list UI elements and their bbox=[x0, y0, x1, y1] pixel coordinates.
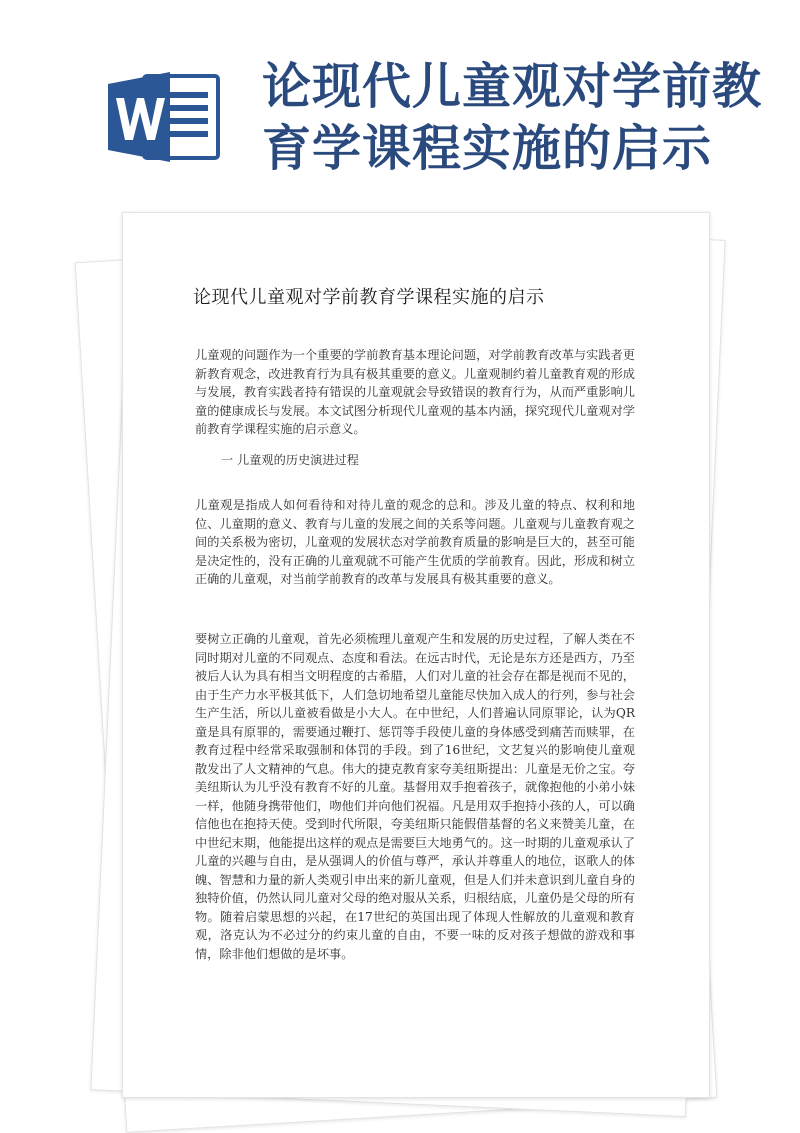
body-paragraph-2: 要树立正确的儿童观，首先必须梳理儿童观产生和发展的历史过程，了解人类在不同时期对儿童的不同观点、态度和看法。在远古时代，无论是东方还是西方，乃至被后人认为具有相当文明程度的古希腊，人们对儿童的社会存在都是视而不见的，由于生产力水平极其低下，人们急切地希望儿童能尽快加入成人的行列，参与社会生产生活，所以儿童被看做是小大人。在中世纪，人们普遍认同原罪论，认为QR童是具有原罪的，需要通过鞭打、惩罚等手段使儿童的身体感受到痛苦而赎罪，在教育过程中经常采取强制和体罚的手段。到了16世纪，文艺复兴的影响使儿童观散发出了人文精神的气息。伟大的捷克教育家夸美纽斯提出：儿童是无价之宝。夸美纽斯认为儿乎没有教育不好的儿童。基督用双手抱着孩子，就像抱他的小弟小妹一样，他随身携带他们，吻他们并向他们祝福。凡是用双手抱持小孩的人，可以确信他也在抱持天使。受到时代所限，夸美纽斯只能假借基督的名义来赞美儿童，在中世纪末期，他能提出这样的观点是需要巨大地勇气的。这一时期的儿童观承认了儿童的兴趣与自由，是从强调人的价值与尊严，承认并尊重人的地位，讴歌人的体魄、智慧和力量的新人类观引申出来的新儿童观，但是人们并未意识到儿童自身的独特价值，仍然认同儿童对父母的绝对服从关系，归根结底，儿童仍是父母的所有物。随着启蒙思想的兴起，在17世纪的英国出现了体现人性解放的儿童观和教育观，洛克认为不必过分的约束儿童的自由，不要一味的反对孩子想做的游戏和事情，除非他们想做的是坏事。 bbox=[195, 632, 635, 961]
banner-title: 论现代儿童观对学前教育学课程实施的启示 bbox=[262, 58, 763, 177]
document-title: 论现代儿童观对学前教育学课程实施的启示 bbox=[193, 287, 545, 308]
header-banner bbox=[0, 0, 800, 200]
document-page bbox=[122, 212, 710, 1098]
section-heading: 一 儿童观的历史演进过程 bbox=[221, 453, 359, 467]
intro-paragraph: 儿童观的问题作为一个重要的学前教育基本理论问题，对学前教育改革与实践者更新教育观念，改进教育行为具有极其重要的意义。儿童观制约着儿童教育观的形成与发展，教育实践者持有错误的儿童观就会导致错误的教育行为，从而严重影响儿童的健康成长与发展。本文试图分析现代儿童观的基本内涵，探究现代儿童观对学前教育学课程实施的启示意义。 bbox=[195, 348, 635, 436]
body-paragraph-1: 儿童观是指成人如何看待和对待儿童的观念的总和。涉及儿童的特点、权利和地位、儿童期的意义、教育与儿童的发展之间的关系等问题。儿童观与儿童教育观之间的关系极为密切，儿童观的发展状态对学前教育质量的影响是巨大的，甚至可能是决定性的，没有正确的儿童观就不可能产生优质的学前教育。因此，形成和树立正确的儿童观，对当前学前教育的改革与发展具有极其重要的意义。 bbox=[195, 498, 635, 586]
word-document-icon bbox=[108, 72, 222, 162]
